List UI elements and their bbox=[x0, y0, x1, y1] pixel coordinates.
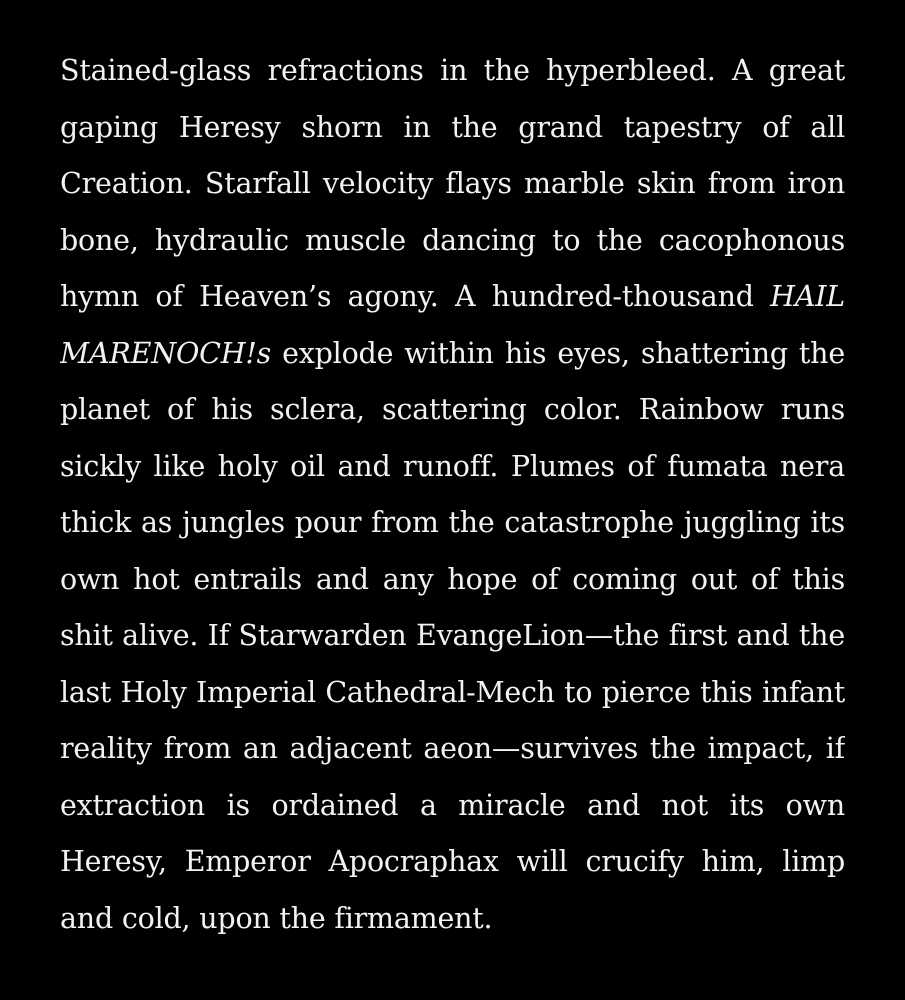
text-segment: sickly like holy oil and runoff. Plumes of fumata nera bbox=[60, 449, 845, 483]
text-segment: explode within his eyes, shattering the bbox=[271, 336, 845, 370]
text-segment: Stained-glass refractions in the hyperbleed. A great bbox=[60, 54, 845, 87]
text-line bbox=[60, 552, 845, 609]
text-line bbox=[60, 326, 845, 383]
italic-text-segment: HAIL bbox=[770, 280, 845, 313]
text-segment: thick as jungles pour from the catastrophe juggling its bbox=[60, 506, 845, 539]
text-segment: planet of his sclera, scattering color. Rainbow runs bbox=[60, 393, 845, 426]
text-line bbox=[60, 495, 845, 552]
text-segment: extraction is ordained a miracle and not its own bbox=[60, 788, 845, 822]
text-line bbox=[60, 778, 845, 835]
text-line bbox=[60, 439, 845, 496]
text-line bbox=[60, 721, 845, 778]
text-segment: reality from an adjacent aeon—survives the impact, if bbox=[60, 732, 845, 765]
text-segment: hymn of Heaven’s agony. A hundred-thousand bbox=[60, 280, 771, 313]
text-line bbox=[60, 608, 845, 665]
text-segment: own hot entrails and any hope of coming out of this bbox=[60, 562, 845, 596]
text-segment: Heresy, Emperor Apocraphax will crucify him, limp bbox=[60, 845, 845, 878]
text-segment: shit alive. If Starwarden EvangeLion—the first and the bbox=[60, 619, 845, 652]
text-segment: and cold, upon the firmament. bbox=[60, 901, 493, 935]
text-line bbox=[60, 834, 845, 891]
text-line bbox=[60, 43, 845, 100]
text-line bbox=[60, 269, 845, 326]
text-line bbox=[60, 665, 845, 722]
prose-paragraph bbox=[60, 43, 845, 947]
text-line bbox=[60, 156, 845, 213]
italic-text-segment: MARENOCH!s bbox=[60, 336, 272, 370]
text-line bbox=[60, 382, 845, 439]
text-line-final bbox=[60, 891, 845, 948]
text-segment: bone, hydraulic muscle dancing to the cacophonous bbox=[60, 223, 845, 257]
text-segment: gaping Heresy shorn in the grand tapestry of all bbox=[60, 110, 845, 144]
text-line bbox=[60, 213, 845, 270]
text-segment: Creation. Starfall velocity flays marble skin from iron bbox=[60, 167, 845, 200]
text-segment: last Holy Imperial Cathedral-Mech to pierce this infant bbox=[60, 675, 845, 709]
text-line bbox=[60, 100, 845, 157]
